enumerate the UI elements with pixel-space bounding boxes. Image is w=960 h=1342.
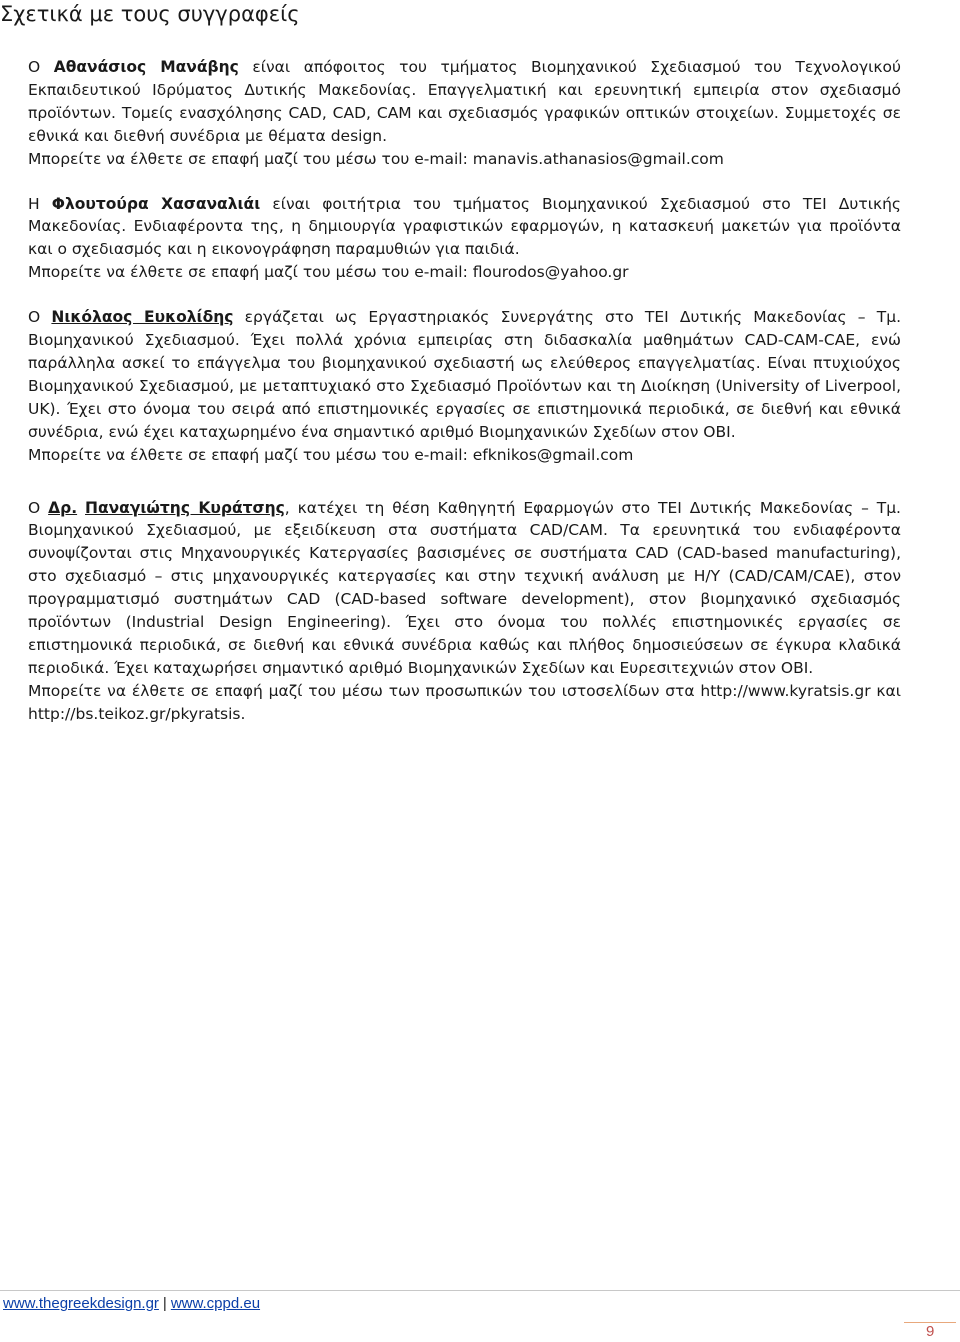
author-prefix: Ο: [28, 58, 54, 76]
page-title: Σχετικά με τους συγγραφείς: [0, 2, 300, 26]
author-contact: Μπορείτε να έλθετε σε επαφή μαζί του μέσω του e-mail: manavis.athanasios@gmail.com: [28, 149, 724, 168]
author-bio-text: [28, 497, 901, 680]
author-bio-text: [28, 56, 901, 148]
author-bio-chasanaliai: [28, 193, 901, 285]
footer: [3, 1294, 260, 1314]
footer-separator: |: [162, 1295, 167, 1312]
author-contact: Μπορείτε να έλθετε σε επαφή μαζί του μέσω του e-mail: efknikos@gmail.com: [28, 445, 634, 464]
author-contact: Μπορείτε να έλθετε σε επαφή μαζί του μέσω του e-mail: flourodos@yahoo.gr: [28, 263, 629, 282]
author-description: , κατέχει τη θέση Καθηγητή Εφαρμογών στο ΤΕΙ Δυτικής Μακεδονίας – Τμ. Βιομηχανικού Σχεδιασμού, με εξειδίκευση στα συστήματα CAD/CAM. Τα ερευνητικά του ενδιαφέροντα συνοψίζονται στις Μηχανουργικές Κατεργασίες βασισμένες σε συστήματα CAD (CAD-based manufacturing), στο σχεδιασμό – στις μηχανουργικές κατεργασίες και στην τεχνική ανάλυση με Η/Υ (CAD/CAM/CAE), στον προγραμματισμό συστημάτων CAD (CAD-based software development), στον βιομηχανικό σχεδιασμός προϊόντων (Industrial Design Engineering). Έχει στο όνομα του πολλές επιστημονικές εργασίες σε επιστημονικά περιοδικά, σε διεθνή και εθνικά συνέδρια καθώς και πλήθος δημοσιεύσεων σε έγκυρα κλαδικά περιοδικά. Έχει καταχωρήσει σημαντικό αριθμό Βιομηχανικών Σχεδίων και Ευρεσιτεχνιών στον ΟΒΙ.: [28, 498, 901, 677]
author-prefix: Ο: [28, 498, 49, 517]
author-name: Νικόλαος Ευκολίδης: [51, 308, 234, 327]
author-description: είναι απόφοιτος του τμήματος Βιομηχανικού Σχεδιασμού του Τεχνολογικού Εκπαιδευτικού Ιδρύματος Δυτικής Μακεδονίας. Επαγγελματική και ερευνητική εμπειρία στον σχεδιασμό προϊόντων. Τομείς ενασχόλησης CAD, CAD, CAM και σχεδιασμός γραφικών οπτικών στοιχείων. Συμμετοχές σε εθνικά και διεθνή συνέδρια με θέματα design.: [28, 58, 901, 145]
author-bio-text: [28, 306, 901, 443]
author-name: Αθανάσιος Μανάβης: [53, 58, 239, 76]
author-name: Παναγιώτης Κυράτσης: [85, 498, 285, 517]
authors-section: [28, 56, 901, 748]
footer-link-cppd[interactable]: www.cppd.eu: [170, 1295, 261, 1312]
author-bio-text: [28, 193, 901, 262]
page-number: 9: [926, 1323, 935, 1340]
author-title: Δρ.: [48, 498, 78, 517]
author-prefix: Η: [28, 194, 52, 213]
author-prefix: Ο: [28, 308, 52, 327]
footer-link-thegreekdesign[interactable]: www.thegreekdesign.gr: [3, 1295, 159, 1312]
author-bio-manavis: [28, 56, 901, 171]
author-contact: Μπορείτε να έλθετε σε επαφή μαζί του μέσω των προσωπικών του ιστοσελίδων στα http://www.kyratsis.gr και http://bs.teikoz.gr/pkyratsis.: [28, 681, 901, 723]
footer-divider: [0, 1290, 960, 1291]
author-name: Φλουτούρα Χασαναλιάι: [51, 194, 261, 213]
author-bio-kyratsis: [28, 497, 901, 726]
author-bio-efkolidis: [28, 306, 901, 466]
author-description: είναι φοιτήτρια του τμήματος Βιομηχανικού Σχεδιασμού στο ΤΕΙ Δυτικής Μακεδονίας. Ενδιαφέροντα της, η δημιουργία γραφιστικών εφαρμογών, η κατασκευή μακετών για προϊόντα και ο σχεδιασμός και η εικονογράφηση παραμυθιών για παιδιά.: [28, 194, 901, 259]
author-description: εργάζεται ως Εργαστηριακός Συνεργάτης στο ΤΕΙ Δυτικής Μακεδονίας – Τμ. Βιομηχανικού Σχεδιασμού. Έχει πολλά χρόνια εμπειρίας στη διδασκαλία μαθημάτων CAD-CAM-CAE, ενώ παράλληλα ασκεί το επάγγελμα του βιομηχανικού σχεδιαστή ως ελεύθερος επαγγελματίας. Είναι πτυχιούχος Βιομηχανικού Σχεδιασμού, με μεταπτυχιακό στο Σχεδιασμό Προϊόντων και τη Διοίκηση (University of Liverpool, UK). Έχει στο όνομα του σειρά από επιστημονικές εργασίες σε επιστημονικά περιοδικά, σε διεθνή και εθνικά συνέδρια, ενώ έχει καταχωρημένο ένα σημαντικό αριθμό Βιομηχανικών Σχεδίων στον ΟΒΙ.: [28, 308, 901, 441]
